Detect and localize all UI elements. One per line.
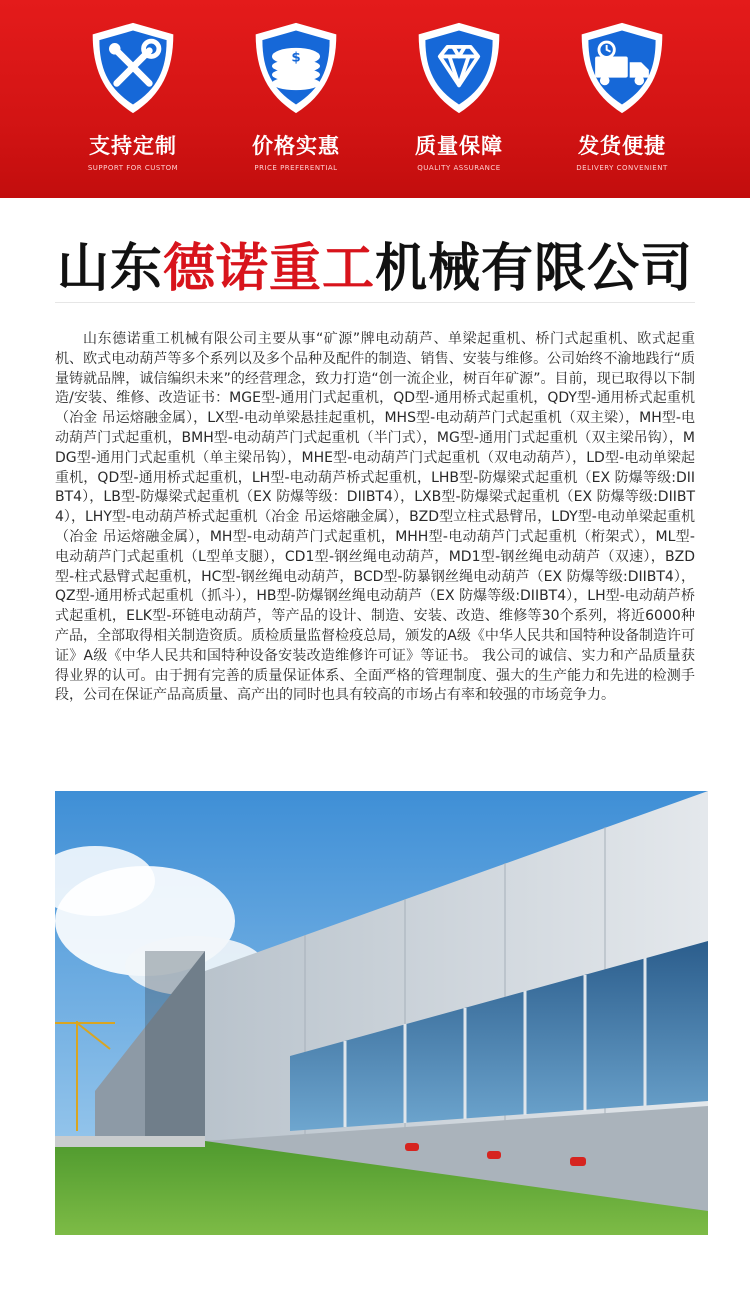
feature-price	[241, 20, 351, 172]
feature-banner	[0, 0, 750, 198]
feature-delivery	[567, 20, 677, 172]
company-name-highlight: 德诺重工	[162, 238, 375, 299]
company-name	[0, 226, 750, 301]
feature-quality	[404, 20, 514, 172]
svg-text:$: $	[291, 50, 301, 66]
feature-title: 支持定制	[89, 134, 177, 158]
feature-title: 质量保障	[415, 134, 503, 158]
factory-photo	[55, 791, 708, 1235]
feature-title: 价格实惠	[252, 134, 340, 158]
tools-icon	[84, 20, 182, 116]
feature-subtitle: SUPPORT FOR CUSTOM	[87, 164, 179, 172]
feature-support-custom	[78, 20, 188, 172]
feature-subtitle: PRICE PREFERENTIAL	[254, 164, 338, 172]
title-divider	[55, 302, 695, 303]
feature-subtitle: QUALITY ASSURANCE	[417, 164, 501, 172]
company-name-prefix: 山东	[56, 238, 163, 299]
feature-subtitle: DELIVERY CONVENIENT	[576, 164, 668, 172]
coins-icon	[247, 20, 345, 116]
company-name-suffix: 机械有限公司	[375, 238, 694, 299]
diamond-icon	[410, 20, 508, 116]
company-intro: 山东德诺重工机械有限公司主要从事“矿源”牌电动葫芦、单梁起重机、桥门式起重机、欧式起重机、欧式电动葫芦等多个系列以及多个品种及配件的制造、销售、安装与维修。公司始终不渝地践行“质量铸就品牌，诚信编织未来”的经营理念，致力打造“创一流企业，树百年矿源”。目前，现已取得以下制造/安装、维修、改造证书：MGE型-通用门式起重机，QD型-通用桥式起重机，QDY型-通用桥式起重机（冶金 吊运熔融金属），LX型-电动单梁悬挂起重机，MHS型-电动葫芦门式起重机（双主梁），MH型-电动葫芦门式起重机，BMH型-电动葫芦门式起重机（半门式），MG型-通用门式起重机（双主梁吊钩），MDG型-通用门式起重机（单主梁吊钩），MHE型-电动葫芦门式起重机（双电动葫芦），LD型-电动单梁起重机，QD型-通用桥式起重机，LH型-电动葫芦桥式起重机，LHB型-防爆梁式起重机（EX 防爆等级:DIIBT4），LB型-防爆梁式起重机（EX 防爆等级：DIIBT4），LXB型-防爆梁式起重机（EX 防爆等级:DIIBT4），LHY型-电动葫芦桥式起重机（冶金 吊运熔融金属），BZD型立柱式悬臂吊，LDY型-电动单梁起重机（冶金 吊运熔融金属），MH型-电动葫芦门式起重机，MHH型-电动葫芦门式起重机（桁架式），ML型-电动葫芦门式起重机（L型单支腿），CD1型-钢丝绳电动葫芦，MD1型-钢丝绳电动葫芦（双速），BZD型-柱式悬臂式起重机，HC型-钢丝绳电动葫芦，BCD型-防暴钢丝绳电动葫芦（EX 防爆等级:DIIBT4），QZ型-通用桥式起重机（抓斗），HB型-防爆钢丝绳电动葫芦（EX 防爆等级:DIIBT4），LH型-电动葫芦桥式起重机，ELK型-环链电动葫芦，等产品的设计、制造、安装、改造、维修等30个系列，将近6000种产品，全部取得相关制造资质。质检质量监督检疫总局，颁发的A级《中华人民共和国特种设备制造许可证》A级《中华人民共和国特种设备安装改造维修许可证》等证书。 我公司的诚信、实力和产品质量获得业界的认可。由于拥有完善的质量保证体系、全面严格的管理制度、强大的生产能力和先进的检测手段，公司在保证产品高质量、高产出的同时也具有较高的市场占有率和较强的市场竞争力。	[55, 331, 695, 704]
feature-title: 发货便捷	[578, 134, 666, 158]
truck-icon	[573, 20, 671, 116]
